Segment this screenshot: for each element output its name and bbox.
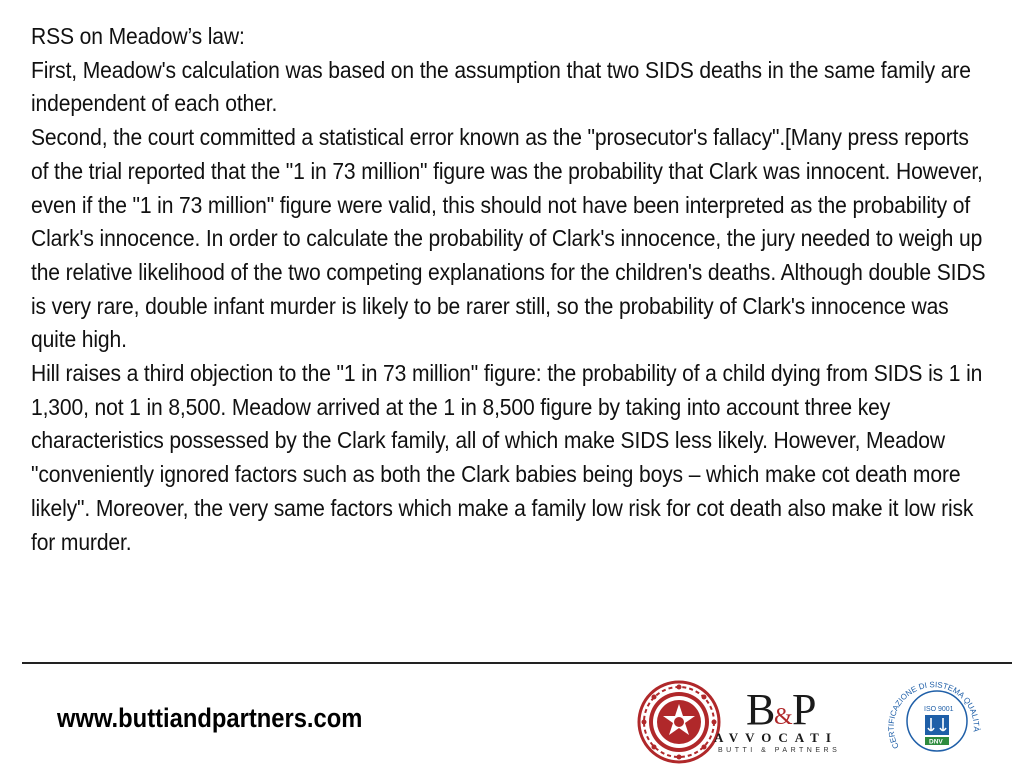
red-ornamental-seal-icon	[637, 680, 721, 764]
footer-divider	[22, 662, 1012, 664]
website-link[interactable]: www.buttiandpartners.com	[57, 703, 363, 733]
svg-text:P: P	[792, 685, 817, 734]
bp-avvocati-logo	[710, 682, 866, 756]
paragraph-third-objection: Hill raises a third objection to the "1 in 73 million" figure: the probability of a child dying from SIDS is 1 in 1,300, not 1 in 8,500. Meadow arrived at the 1 in 8,500 figure by taking into account three key characteristics possessed by the Clark family, all of which make SIDS less likely. However, Meadow "conveniently ignored factors such as both the Clark babies being boys – which make cot death more likely". Moreover, the very same factors which make a family low risk for cot death also make it low risk for murder.	[31, 360, 983, 555]
quality-certification-badge	[877, 675, 993, 763]
paragraph-first-objection: First, Meadow's calculation was based on the assumption that two SIDS deaths in the same family are independent of each other.	[31, 56, 971, 117]
svg-text:CERTIFICAZIONE DI SISTEMA QUAL: CERTIFICAZIONE DI SISTEMA QUALITÀ	[886, 680, 981, 751]
slide-body	[31, 20, 991, 559]
svg-text:ISO 9001: ISO 9001	[924, 706, 954, 713]
svg-text:DNV: DNV	[929, 738, 943, 746]
paragraph-second-objection: Second, the court committed a statistical error known as the "prosecutor's fallacy".[Many press reports of the trial reported that the "1 in 73 million" figure was the probability that Clark was innocent. However, even if the "1 in 73 million" figure were valid, this should not have been interpreted as the probability of Clark's innocence. In order to calculate the probability of Clark's innocence, the jury needed to weigh up the relative likelihood of the two competing explanations for the children's deaths. Although double SIDS is very rare, double infant murder is likely to be rarer still, so the probability of Clark's innocence was quite high.	[31, 124, 986, 353]
svg-text:B: B	[746, 685, 776, 734]
svg-text:&: &	[774, 704, 793, 730]
paragraph-heading: RSS on Meadow’s law:	[31, 23, 245, 49]
svg-text:AVVOCATI: AVVOCATI	[714, 730, 838, 745]
svg-text:BUTTI & PARTNERS: BUTTI & PARTNERS	[718, 747, 841, 754]
